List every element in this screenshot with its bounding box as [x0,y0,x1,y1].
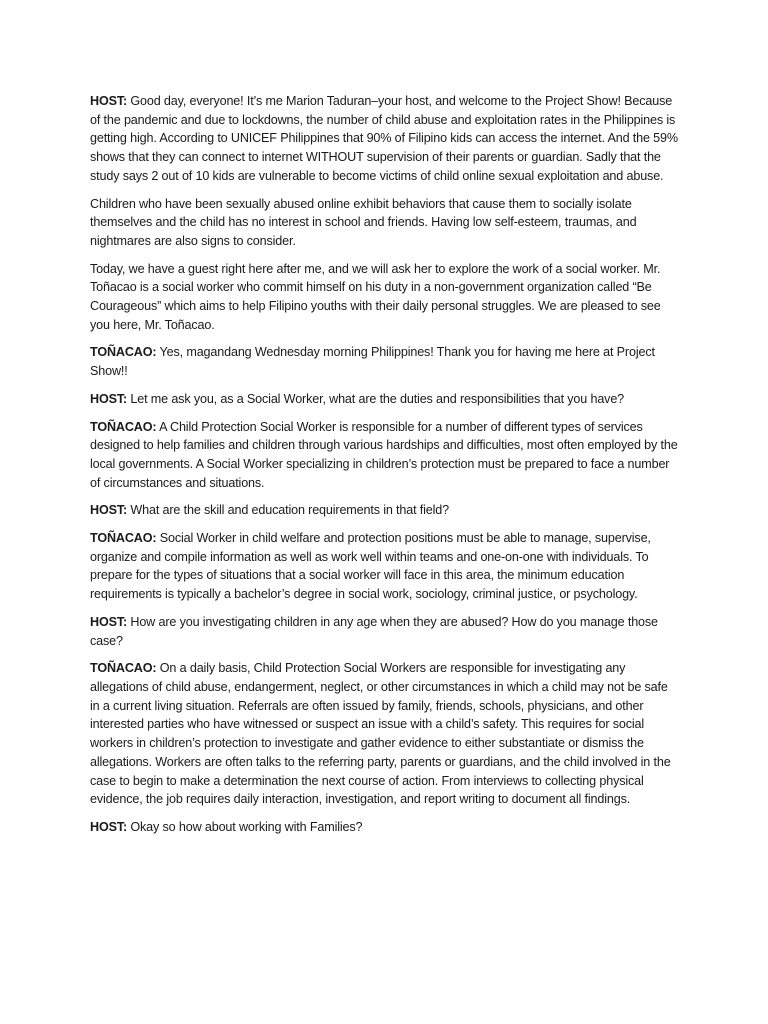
document-page [90,92,680,846]
paragraph-text: Good day, everyone! It’s me Marion Taduran–your host, and welcome to the Project Show! Because of the pandemic and due to lockdowns, the number of child abuse and exploitation rates in the Philippines is getting high. According to UNICEF Philippines that 90% of Filipino kids can access the internet. And the 59% shows that they can connect to internet WITHOUT supervision of their parents or guardian. Sadly that the study says 2 out of 10 kids are vulnerable to become victims of child online sexual exploitation and abuse. [90,94,678,183]
speaker-label: TOÑACAO: [90,531,157,546]
paragraph-text: On a daily basis, Child Protection Social Workers are responsible for investigating any allegations of child abuse, endangerment, neglect, or other circumstances in which a child may not be safe in a current living situation. Referrals are often issued by family, friends, schools, physicians, and other interested parties who have witnessed or suspect an issue with a child’s safety. This requires for social workers in children’s protection to investigate and gather evidence to either substantiate or dismiss the allegations. Workers are often talks to the referring party, parents or guardians, and the child involved in the case to begin to make a determination the next course of action. From interviews to collecting physical evidence, the job requires daily interaction, investigation, and report writing to document all findings. [90,661,671,807]
paragraph [90,92,680,186]
speaker-label: HOST: [90,94,128,108]
paragraph-text: Let me ask you, as a Social Worker, what are the duties and responsibilities that you have? [127,391,625,406]
speaker-label: HOST: [90,391,128,406]
paragraph [90,343,680,380]
speaker-label: HOST: [90,819,128,834]
paragraph-text: Children who have been sexually abused online exhibit behaviors that cause them to socially isolate themselves and the child has no interest in school and friends. Having low self-esteem, traumas, and nightmares are also signs to consider. [90,196,637,248]
paragraph-text: Yes, magandang Wednesday morning Philippines! Thank you for having me here at Project Show!! [90,345,655,379]
paragraph-text: Okay so how about working with Families? [127,819,363,834]
paragraph [90,659,680,809]
paragraph [90,529,680,604]
paragraph [90,195,680,251]
paragraph-text: Today, we have a guest right here after me, and we will ask her to explore the work of a social worker. Mr. Toñacao is a social worker who commit himself on his duty in a non-government organization called “Be Courageous” which aims to help Filipino youths with their daily personal struggles. We are pleased to see you here, Mr. Toñacao. [90,261,661,332]
speaker-label: TOÑACAO: [90,419,157,434]
paragraph-text: A Child Protection Social Worker is responsible for a number of different types of services designed to help families and children through various hardships and difficulties, most often employed by the local governments. A Social Worker specializing in children’s protection must be prepared to face a number of circumstances and situations. [90,419,678,490]
speaker-label: HOST: [90,614,128,629]
speaker-label: TOÑACAO: [90,661,157,676]
paragraph [90,260,680,335]
paragraph [90,613,680,650]
speaker-label: HOST: [90,503,128,518]
paragraph [90,818,680,837]
paragraph-text: How are you investigating children in any age when they are abused? How do you manage those case? [90,614,658,648]
paragraph [90,390,680,409]
speaker-label: TOÑACAO: [90,345,157,360]
paragraph [90,501,680,520]
paragraph-text: Social Worker in child welfare and protection positions must be able to manage, supervise, organize and compile information as well as work well within teams and one-on-one with individuals. To prepare for the types of situations that a social worker will face in this area, the minimum education requirements is typically a bachelor’s degree in social work, sociology, criminal justice, or psychology. [90,531,651,602]
paragraph-text: What are the skill and education requirements in that field? [127,503,450,518]
paragraph [90,418,680,493]
